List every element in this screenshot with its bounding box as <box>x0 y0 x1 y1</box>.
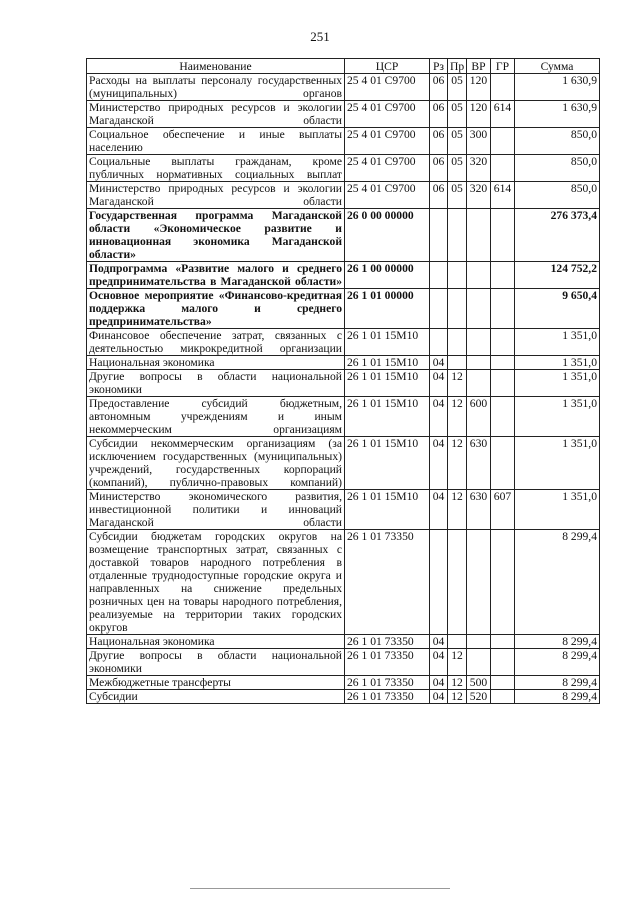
cell-vr <box>467 289 491 329</box>
cell-csr: 26 1 01 15М10 <box>345 490 430 530</box>
cell-vr <box>467 262 491 289</box>
cell-sum: 1 351,0 <box>515 437 600 490</box>
cell-gr <box>491 635 515 649</box>
cell-name: Предоставление субсидий бюджетным, автономным учреждениям и иным некоммерческим организациям <box>87 397 345 437</box>
cell-name: Другие вопросы в области национальной экономики <box>87 370 345 397</box>
cell-gr <box>491 676 515 690</box>
cell-gr <box>491 370 515 397</box>
table-header-row <box>87 59 600 74</box>
cell-pr <box>448 530 467 635</box>
cell-csr: 26 1 01 00000 <box>345 289 430 329</box>
cell-vr <box>467 356 491 370</box>
cell-name: Расходы на выплаты персоналу государственных (муниципальных) органов <box>87 74 345 101</box>
cell-gr: 614 <box>491 101 515 128</box>
table-row <box>87 209 600 262</box>
cell-gr: 614 <box>491 182 515 209</box>
cell-rz: 04 <box>430 635 448 649</box>
cell-csr: 25 4 01 С9700 <box>345 74 430 101</box>
cell-vr <box>467 649 491 676</box>
cell-sum: 1 351,0 <box>515 397 600 437</box>
cell-name: Министерство экономического развития, инвестиционной политики и инноваций Магаданской области <box>87 490 345 530</box>
cell-sum: 1 630,9 <box>515 74 600 101</box>
cell-rz: 04 <box>430 437 448 490</box>
cell-pr: 05 <box>448 101 467 128</box>
cell-sum: 1 351,0 <box>515 490 600 530</box>
cell-rz: 04 <box>430 356 448 370</box>
cell-csr: 26 1 01 73350 <box>345 676 430 690</box>
cell-rz: 04 <box>430 649 448 676</box>
cell-sum: 8 299,4 <box>515 649 600 676</box>
cell-gr <box>491 155 515 182</box>
cell-pr: 12 <box>448 649 467 676</box>
cell-pr: 12 <box>448 397 467 437</box>
cell-sum: 1 351,0 <box>515 370 600 397</box>
cell-name: Министерство природных ресурсов и экологии Магаданской области <box>87 101 345 128</box>
cell-sum: 9 650,4 <box>515 289 600 329</box>
cell-vr: 520 <box>467 690 491 704</box>
page-number: 251 <box>310 29 330 44</box>
cell-rz: 04 <box>430 490 448 530</box>
cell-vr: 120 <box>467 74 491 101</box>
cell-pr: 05 <box>448 74 467 101</box>
cell-pr <box>448 356 467 370</box>
cell-rz: 04 <box>430 397 448 437</box>
table-row <box>87 690 600 704</box>
cell-sum: 8 299,4 <box>515 676 600 690</box>
cell-pr: 05 <box>448 182 467 209</box>
cell-vr <box>467 329 491 356</box>
cell-csr: 25 4 01 С9700 <box>345 101 430 128</box>
cell-rz: 06 <box>430 74 448 101</box>
cell-sum: 124 752,2 <box>515 262 600 289</box>
cell-gr <box>491 649 515 676</box>
table-row <box>87 356 600 370</box>
table-row <box>87 155 600 182</box>
cell-name: Межбюджетные трансферты <box>87 676 345 690</box>
cell-rz <box>430 289 448 329</box>
cell-rz <box>430 329 448 356</box>
cell-gr <box>491 530 515 635</box>
cell-vr <box>467 530 491 635</box>
cell-pr <box>448 289 467 329</box>
cell-gr <box>491 262 515 289</box>
cell-gr <box>491 329 515 356</box>
cell-sum: 8 299,4 <box>515 690 600 704</box>
cell-name: Финансовое обеспечение затрат, связанных с деятельностью микрокредитной организации <box>87 329 345 356</box>
cell-vr: 120 <box>467 101 491 128</box>
table-row <box>87 370 600 397</box>
table-row <box>87 676 600 690</box>
table-row <box>87 262 600 289</box>
cell-gr <box>491 209 515 262</box>
cell-vr: 300 <box>467 128 491 155</box>
cell-rz <box>430 262 448 289</box>
cell-csr: 26 1 01 15М10 <box>345 397 430 437</box>
cell-vr: 320 <box>467 155 491 182</box>
cell-csr: 26 1 00 00000 <box>345 262 430 289</box>
cell-csr: 26 1 01 15М10 <box>345 437 430 490</box>
table-row <box>87 437 600 490</box>
cell-pr: 12 <box>448 370 467 397</box>
cell-name: Социальное обеспечение и иные выплаты населению <box>87 128 345 155</box>
cell-rz: 04 <box>430 690 448 704</box>
budget-table <box>86 58 600 704</box>
cell-sum: 8 299,4 <box>515 530 600 635</box>
table-row <box>87 649 600 676</box>
cell-gr: 607 <box>491 490 515 530</box>
cell-sum: 1 351,0 <box>515 356 600 370</box>
column-header-vr: ВР <box>467 59 491 74</box>
cell-csr: 25 4 01 С9700 <box>345 128 430 155</box>
cell-pr: 05 <box>448 128 467 155</box>
column-header-csr: ЦСР <box>345 59 430 74</box>
column-header-rz: Рз <box>430 59 448 74</box>
table-row <box>87 397 600 437</box>
cell-sum: 276 373,4 <box>515 209 600 262</box>
cell-rz <box>430 209 448 262</box>
cell-name: Подпрограмма «Развитие малого и среднего предпринимательства в Магаданской области» <box>87 262 345 289</box>
cell-csr: 26 1 01 73350 <box>345 635 430 649</box>
cell-sum: 1 351,0 <box>515 329 600 356</box>
cell-gr <box>491 690 515 704</box>
cell-pr <box>448 635 467 649</box>
table-row <box>87 289 600 329</box>
table-row <box>87 490 600 530</box>
cell-csr: 26 1 01 73350 <box>345 690 430 704</box>
table-row <box>87 530 600 635</box>
cell-pr: 05 <box>448 155 467 182</box>
cell-pr <box>448 329 467 356</box>
cell-name: Национальная экономика <box>87 635 345 649</box>
footer-divider <box>190 888 450 889</box>
cell-vr: 600 <box>467 397 491 437</box>
cell-vr: 320 <box>467 182 491 209</box>
table-row <box>87 182 600 209</box>
cell-name: Национальная экономика <box>87 356 345 370</box>
cell-pr: 12 <box>448 437 467 490</box>
cell-rz: 06 <box>430 182 448 209</box>
cell-csr: 25 4 01 С9700 <box>345 182 430 209</box>
cell-vr: 500 <box>467 676 491 690</box>
cell-sum: 8 299,4 <box>515 635 600 649</box>
table-body <box>87 74 600 704</box>
column-header-gr: ГР <box>491 59 515 74</box>
cell-gr <box>491 437 515 490</box>
cell-pr: 12 <box>448 490 467 530</box>
cell-sum: 1 630,9 <box>515 101 600 128</box>
cell-vr <box>467 635 491 649</box>
cell-name: Субсидии бюджетам городских округов на возмещение транспортных затрат, связанных с доставкой товаров народного потребления в отдаленные труднодоступные городские округа и направленных на снижение предельных розничных цен на товары народного потребления, реализуемые на территории таких городских округов <box>87 530 345 635</box>
cell-name: Министерство природных ресурсов и экологии Магаданской области <box>87 182 345 209</box>
cell-vr <box>467 209 491 262</box>
cell-rz: 06 <box>430 155 448 182</box>
cell-csr: 26 1 01 15М10 <box>345 356 430 370</box>
column-header-pr: Пр <box>448 59 467 74</box>
cell-name: Субсидии <box>87 690 345 704</box>
cell-gr <box>491 74 515 101</box>
cell-gr <box>491 289 515 329</box>
cell-name: Другие вопросы в области национальной экономики <box>87 649 345 676</box>
cell-sum: 850,0 <box>515 128 600 155</box>
cell-rz <box>430 530 448 635</box>
cell-gr <box>491 356 515 370</box>
cell-name: Основное мероприятие «Финансово-кредитная поддержка малого и среднего предпринимательства» <box>87 289 345 329</box>
cell-rz: 06 <box>430 128 448 155</box>
cell-gr <box>491 397 515 437</box>
column-header-name: Наименование <box>87 59 345 74</box>
cell-vr <box>467 370 491 397</box>
cell-name: Социальные выплаты гражданам, кроме публичных нормативных социальных выплат <box>87 155 345 182</box>
cell-sum: 850,0 <box>515 182 600 209</box>
cell-name: Субсидии некоммерческим организациям (за исключением государственных (муниципальных) учреждений, государственных корпораций (компаний), публично-правовых компаний) <box>87 437 345 490</box>
cell-rz: 04 <box>430 676 448 690</box>
cell-csr: 25 4 01 С9700 <box>345 155 430 182</box>
cell-csr: 26 1 01 15М10 <box>345 370 430 397</box>
cell-pr <box>448 209 467 262</box>
table-row <box>87 128 600 155</box>
cell-pr: 12 <box>448 690 467 704</box>
cell-vr: 630 <box>467 437 491 490</box>
column-header-sum: Сумма <box>515 59 600 74</box>
cell-name: Государственная программа Магаданской области «Экономическое развитие и инновационная экономика Магаданской области» <box>87 209 345 262</box>
cell-rz: 04 <box>430 370 448 397</box>
cell-sum: 850,0 <box>515 155 600 182</box>
cell-csr: 26 0 00 00000 <box>345 209 430 262</box>
cell-pr <box>448 262 467 289</box>
cell-csr: 26 1 01 73350 <box>345 649 430 676</box>
cell-csr: 26 1 01 73350 <box>345 530 430 635</box>
cell-pr: 12 <box>448 676 467 690</box>
cell-csr: 26 1 01 15М10 <box>345 329 430 356</box>
cell-rz: 06 <box>430 101 448 128</box>
cell-vr: 630 <box>467 490 491 530</box>
cell-gr <box>491 128 515 155</box>
table-row <box>87 329 600 356</box>
table-row <box>87 101 600 128</box>
table-row <box>87 74 600 101</box>
table-row <box>87 635 600 649</box>
